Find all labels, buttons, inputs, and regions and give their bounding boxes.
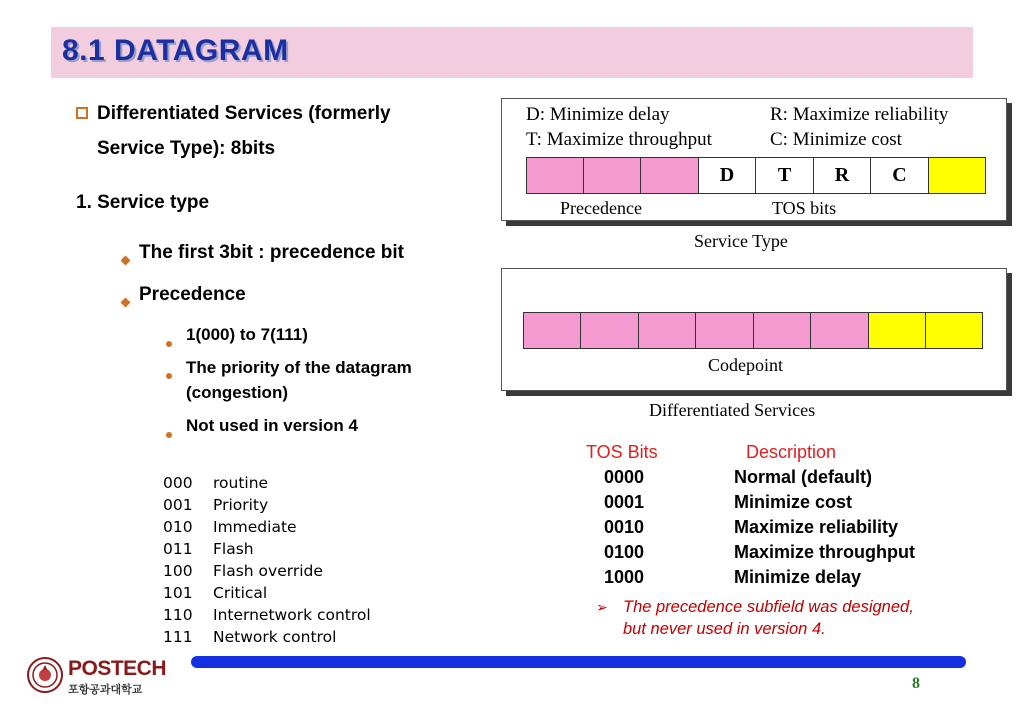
diamond-bullet-icon bbox=[122, 293, 129, 311]
codepoint-bits bbox=[523, 312, 983, 349]
main-bullet-line2: Service Type): 8bits bbox=[97, 138, 276, 159]
item-2: The priority of the datagram bbox=[186, 358, 412, 377]
tos-row-bits: 0100 bbox=[604, 542, 645, 562]
legend-c: C: Minimize cost bbox=[770, 129, 902, 150]
codepoint-bit-cell bbox=[581, 313, 639, 348]
footer-bar bbox=[191, 656, 966, 668]
code-name: Network control bbox=[213, 628, 337, 646]
dot-bullet-icon bbox=[166, 366, 172, 384]
sub-bullet-2: Precedence bbox=[139, 284, 246, 305]
codepoint-bit-cell bbox=[696, 313, 754, 348]
diffserv-panel bbox=[501, 268, 1007, 391]
item-2-continued: (congestion) bbox=[186, 383, 288, 402]
code: 011 bbox=[163, 540, 193, 558]
tos-bit-cell: D bbox=[699, 158, 756, 193]
code: 111 bbox=[163, 628, 193, 646]
tos-row-bits: 0001 bbox=[604, 492, 645, 512]
tos-header-bits: TOS Bits bbox=[586, 442, 658, 462]
code-name: routine bbox=[213, 474, 269, 492]
page-number: 8 bbox=[912, 675, 920, 692]
code: 010 bbox=[163, 518, 193, 536]
tos-row-desc: Minimize delay bbox=[734, 567, 862, 587]
codepoint-bit-cell bbox=[754, 313, 811, 348]
legend-r: R: Maximize reliability bbox=[770, 104, 949, 125]
precedence-bit-cell bbox=[641, 158, 699, 193]
tos-row-bits: 0010 bbox=[604, 517, 645, 537]
codepoint-bit-cell bbox=[639, 313, 696, 348]
dot-bullet-icon bbox=[166, 334, 172, 352]
list-item bbox=[163, 604, 371, 626]
code: 000 bbox=[163, 474, 193, 492]
service-type-panel bbox=[501, 98, 1007, 221]
list-item bbox=[163, 538, 371, 560]
logo-name: POSTECH bbox=[68, 657, 167, 680]
codepoint-label: Codepoint bbox=[708, 355, 783, 375]
code: 110 bbox=[163, 606, 193, 624]
tos-bit-cell: C bbox=[871, 158, 929, 193]
code-name: Priority bbox=[213, 496, 269, 514]
tos-row-bits: 0000 bbox=[604, 467, 645, 487]
precedence-bit-cell bbox=[527, 158, 584, 193]
slide-title: 8.1 DATAGRAM bbox=[62, 34, 289, 67]
dot-bullet-icon bbox=[166, 425, 172, 443]
code-name: Immediate bbox=[213, 518, 297, 536]
service-type-bits bbox=[526, 157, 986, 194]
code-name: Critical bbox=[213, 584, 268, 602]
code: 100 bbox=[163, 562, 193, 580]
precedence-label: Precedence bbox=[560, 198, 642, 218]
tos-row-desc: Minimize cost bbox=[734, 492, 853, 512]
item-1: 1(000) to 7(111) bbox=[186, 325, 308, 344]
code: 101 bbox=[163, 584, 193, 602]
precedence-bit-cell bbox=[584, 158, 641, 193]
list-item bbox=[163, 560, 371, 582]
legend-d: D: Minimize delay bbox=[526, 104, 670, 125]
note-line1: The precedence subfield was designed, bbox=[623, 598, 914, 616]
tos-bit-cell: R bbox=[814, 158, 871, 193]
tos-bit-cell: T bbox=[756, 158, 814, 193]
square-bullet-icon bbox=[76, 106, 88, 124]
unused-bit-cell bbox=[926, 313, 982, 348]
unused-bit-cell bbox=[869, 313, 926, 348]
service-type-caption: Service Type bbox=[694, 231, 788, 251]
postech-seal-icon bbox=[27, 657, 63, 698]
diffserv-caption: Differentiated Services bbox=[649, 400, 816, 420]
code-name: Flash override bbox=[213, 562, 323, 580]
tos-row-desc: Normal (default) bbox=[734, 467, 873, 487]
tos-bits-label: TOS bits bbox=[772, 198, 837, 218]
list-item bbox=[163, 494, 371, 516]
note-line2: but never used in version 4. bbox=[623, 620, 826, 638]
list-item bbox=[163, 472, 371, 494]
diamond-bullet-icon bbox=[122, 251, 129, 269]
sub-bullet-1: The first 3bit : precedence bit bbox=[139, 242, 404, 263]
item-3: Not used in version 4 bbox=[186, 416, 358, 435]
code-name: Flash bbox=[213, 540, 254, 558]
legend-t: T: Maximize throughput bbox=[526, 129, 712, 150]
tos-row-desc: Maximize throughput bbox=[734, 542, 915, 562]
codepoint-bit-cell bbox=[811, 313, 869, 348]
tos-row-bits: 1000 bbox=[604, 567, 645, 587]
section-heading: 1. Service type bbox=[76, 192, 210, 213]
list-item bbox=[163, 626, 371, 648]
logo-korean: 포항공과대학교 bbox=[68, 684, 143, 696]
precedence-codes-list bbox=[163, 472, 371, 648]
code: 001 bbox=[163, 496, 193, 514]
tos-header-desc: Description bbox=[746, 442, 837, 462]
main-bullet-line1: Differentiated Services (formerly bbox=[97, 103, 391, 124]
codepoint-bit-cell bbox=[524, 313, 581, 348]
list-item bbox=[163, 582, 371, 604]
tos-row-desc: Maximize reliability bbox=[734, 517, 899, 537]
arrow-bullet-icon: ➢ bbox=[596, 599, 608, 615]
list-item bbox=[163, 516, 371, 538]
unused-bit-cell bbox=[929, 158, 985, 193]
code-name: Internetwork control bbox=[213, 606, 371, 624]
